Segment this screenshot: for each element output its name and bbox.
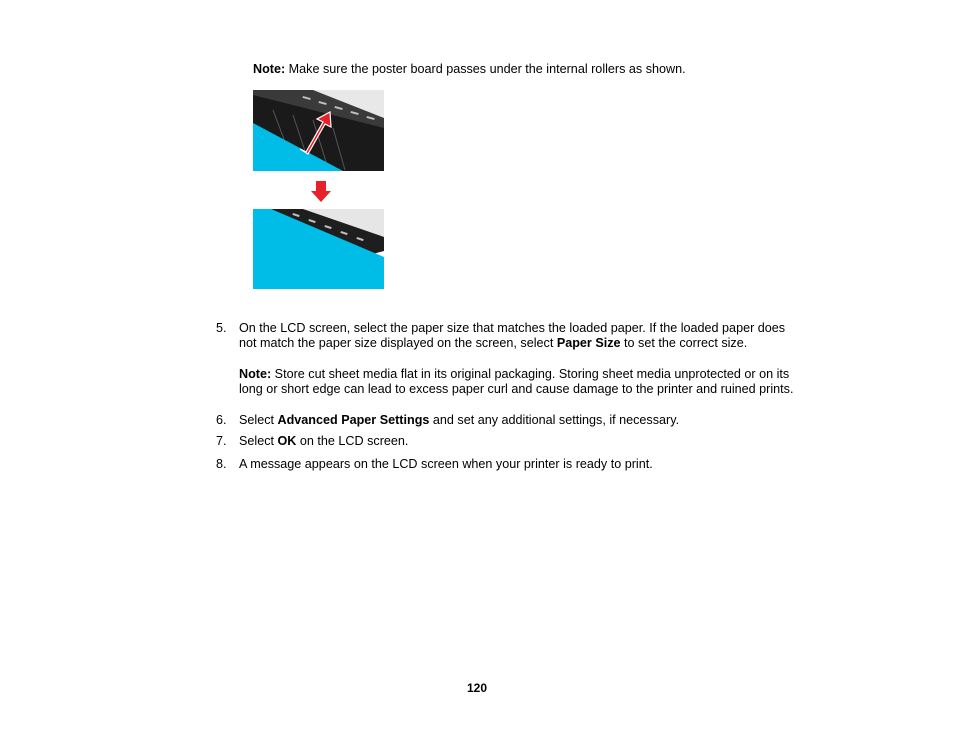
ok-term: OK <box>277 434 297 448</box>
printer-rollers-illustration <box>253 90 384 171</box>
step-note: Note: Store cut sheet media flat in its original packaging. Storing sheet media unprotected or on its <box>239 367 790 381</box>
step-text: On the LCD screen, select the paper size that matches the loaded paper. If the loaded paper does <box>239 321 786 335</box>
poster-board-loaded-image <box>253 209 384 289</box>
down-arrow-icon <box>310 181 332 203</box>
step-number: 7. <box>216 434 227 448</box>
step-text: Select Advanced Paper Settings and set any additional settings, if necessary. <box>239 413 680 427</box>
step-number: 5. <box>216 321 227 335</box>
note-text: Make sure the poster board passes under the internal rollers as shown. <box>285 62 686 76</box>
step-text: A message appears on the LCD screen when your printer is ready to print. <box>239 457 653 471</box>
note-label: Note: <box>253 62 286 76</box>
step-number: 8. <box>216 457 227 471</box>
step-text: Select OK on the LCD screen. <box>239 434 409 448</box>
printer-rollers-loaded-illustration <box>253 209 384 289</box>
poster-board-insertion-image <box>253 90 384 171</box>
note-label: Note: <box>239 367 272 381</box>
paper-size-term: Paper Size <box>556 336 621 350</box>
step-number: 6. <box>216 413 227 427</box>
advanced-paper-settings-term: Advanced Paper Settings <box>277 413 430 427</box>
note-paragraph <box>253 62 686 77</box>
step-note-continued: long or short edge can lead to excess paper curl and cause damage to the printer and ruined prints. <box>239 382 794 396</box>
step-text-continued: not match the paper size displayed on the screen, select Paper Size to set the correct size. <box>239 336 748 350</box>
page-number: 120 <box>466 681 488 695</box>
